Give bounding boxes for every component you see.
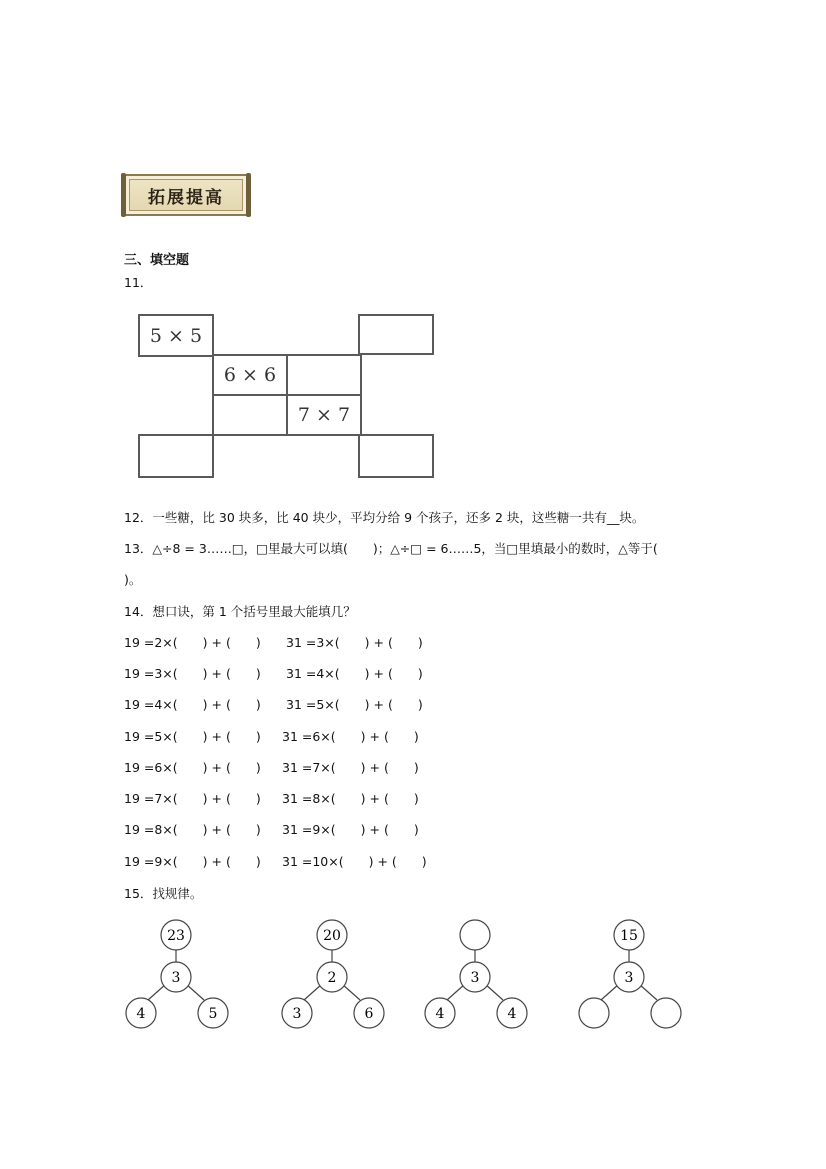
grid-cell-blank[interactable] bbox=[358, 314, 434, 355]
equation-left: 19 =2×( ) + ( ) bbox=[124, 635, 261, 650]
tree-left-value: 3 bbox=[292, 1006, 302, 1022]
equation-left: 19 =4×( ) + ( ) bbox=[124, 697, 261, 712]
equation-right: 31 =4×( ) + ( ) bbox=[286, 666, 423, 681]
tree-left-value: 4 bbox=[435, 1006, 445, 1022]
grid-cell-blank[interactable] bbox=[358, 434, 434, 478]
grid-cell-blank[interactable] bbox=[138, 434, 214, 478]
grid-cell-blank[interactable] bbox=[212, 394, 288, 436]
grid-cell-blank[interactable] bbox=[286, 354, 362, 396]
equation-left: 19 =7×( ) + ( ) bbox=[124, 791, 261, 806]
grid-cell-label: 7 × 7 bbox=[297, 404, 351, 426]
equation-right: 31 =7×( ) + ( ) bbox=[282, 760, 419, 775]
equation-right: 31 =10×( ) + ( ) bbox=[282, 854, 427, 869]
grid-cell-7x7 bbox=[286, 394, 362, 436]
equation-right: 31 =8×( ) + ( ) bbox=[282, 791, 419, 806]
tree-top-value: 23 bbox=[167, 928, 185, 944]
tree-2 bbox=[282, 920, 384, 1028]
banner-title: 拓展提高 bbox=[148, 187, 224, 208]
grid-cell-label: 6 × 6 bbox=[223, 364, 277, 386]
tree-mid-value: 3 bbox=[470, 970, 480, 986]
section-banner bbox=[124, 174, 248, 216]
grid-cell-label: 5 × 5 bbox=[149, 324, 203, 347]
equation-left: 19 =8×( ) + ( ) bbox=[124, 822, 261, 837]
tree-right-value: 5 bbox=[208, 1006, 218, 1022]
grid-cell-6x6 bbox=[212, 354, 288, 396]
section-title: 三、填空题 bbox=[124, 253, 190, 268]
tree-top-circle-blank[interactable] bbox=[460, 920, 490, 950]
equation-left: 19 =3×( ) + ( ) bbox=[124, 666, 261, 681]
q15-trees bbox=[110, 910, 710, 1040]
tree-mid-value: 3 bbox=[171, 970, 181, 986]
tree-right-value: 4 bbox=[507, 1006, 517, 1022]
q11-number: 11． bbox=[124, 275, 153, 290]
q12-text: 12．一些糖，比 30 块多，比 40 块少，平均分给 9 个孩子，还多 2 块，这些糖一共有__块。 bbox=[124, 510, 645, 525]
equation-right: 31 =5×( ) + ( ) bbox=[286, 697, 423, 712]
q13-line2: )。 bbox=[124, 572, 142, 587]
equation-right: 31 =3×( ) + ( ) bbox=[286, 635, 423, 650]
q15-title: 15．找规律。 bbox=[124, 886, 203, 901]
equation-right: 31 =6×( ) + ( ) bbox=[282, 729, 419, 744]
tree-3 bbox=[425, 920, 527, 1028]
tree-top-value: 20 bbox=[323, 928, 341, 944]
equation-left: 19 =9×( ) + ( ) bbox=[124, 854, 261, 869]
tree-1 bbox=[126, 920, 228, 1028]
tree-top-value: 15 bbox=[620, 928, 638, 944]
tree-mid-value: 3 bbox=[624, 970, 634, 986]
tree-right-circle-blank[interactable] bbox=[651, 998, 681, 1028]
equation-right: 31 =9×( ) + ( ) bbox=[282, 822, 419, 837]
grid-cell-5x5 bbox=[138, 314, 214, 357]
tree-left-circle-blank[interactable] bbox=[579, 998, 609, 1028]
q14-title: 14．想口诀，第 1 个括号里最大能填几？ bbox=[124, 604, 356, 619]
q13-line1: 13．△÷8 = 3……□，□里最大可以填( )；△÷□ = 6……5，当□里填最小的数时，△等于( bbox=[124, 541, 658, 556]
tree-4 bbox=[579, 920, 681, 1028]
equation-left: 19 =6×( ) + ( ) bbox=[124, 760, 261, 775]
tree-left-value: 4 bbox=[136, 1006, 146, 1022]
tree-mid-value: 2 bbox=[327, 970, 337, 986]
tree-right-value: 6 bbox=[364, 1006, 374, 1022]
equation-left: 19 =5×( ) + ( ) bbox=[124, 729, 261, 744]
